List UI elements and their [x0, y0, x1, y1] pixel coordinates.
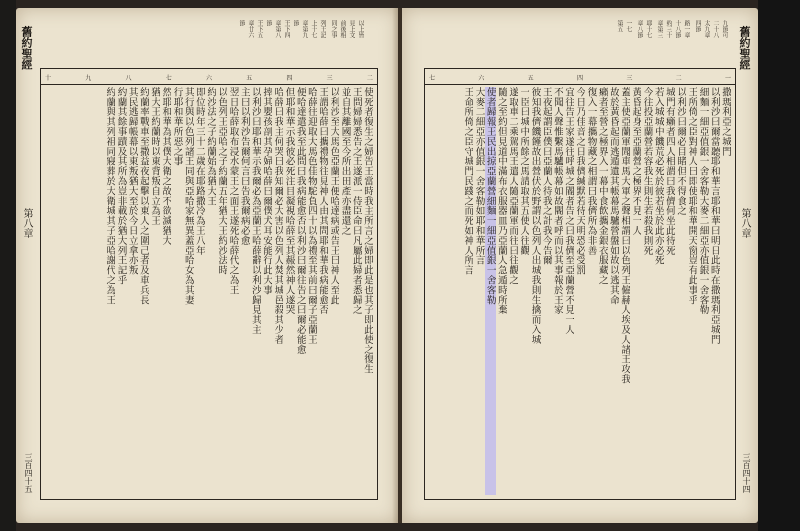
text-column: 其行與以色列諸王同與亞哈家無異蓋亞哈女為其妻: [182, 87, 194, 305]
text-column: 撒瑪利亞之城門: [720, 87, 731, 157]
marginal-note: 見上文: [348, 20, 355, 38]
text-column: 行耶和華所惡之事: [171, 87, 183, 167]
text-column: 以利沙至大馬色亞蘭王便哈達病或告王曰神人至此: [328, 87, 340, 305]
text-column: 哈薛曰我主何哭曰我知爾必大害以色列人焚其城邑殺其少者: [272, 87, 284, 345]
text-column: 黃昏起身至亞蘭營之極界不見一人: [630, 87, 642, 236]
marginal-note: 前後相: [339, 20, 346, 38]
text-column: 以利沙曰爾當聽耶和華言耶和華曰明日此時在撒瑪利亞城門: [708, 87, 720, 345]
left-book-title: 舊約聖經: [20, 26, 33, 70]
marginal-note: 耶十七: [645, 20, 652, 38]
marginal-note: 章第三: [656, 20, 663, 38]
text-column: 以利沙曰爾必目睹但不得食之: [675, 87, 687, 216]
text-column: 其民逃歸帳幕以東叛猶大至於今日立拿亦叛: [126, 87, 138, 276]
marginal-note: 第五: [616, 20, 623, 32]
text-column: 王所倚之臣對神人曰即使耶和華開天窗豈有此事乎: [686, 87, 698, 305]
left-chapter-label: 第八章: [21, 208, 32, 238]
verse-marker: 三: [326, 74, 333, 82]
marginal-note: 列王記: [319, 20, 326, 38]
text-column: 然耶和華為其僕大衛之故不欲滅猶大: [160, 87, 172, 246]
right-marginal-notes: [432, 20, 728, 64]
marginal-note: 章第九: [301, 20, 308, 38]
verse-marker: 二: [675, 74, 682, 82]
marginal-note: 以上皆: [357, 20, 364, 38]
right-chapter-label: 第八章: [739, 208, 750, 238]
right-text-columns: [443, 87, 731, 495]
marginal-note: 四節: [694, 20, 701, 32]
text-column: 城門有癩者四人相謂曰我儕何坐此待死: [663, 87, 675, 256]
text-column: 摔其嬰孩剖其孕婦哈薛曰爾僕犬耳安能行此大事: [261, 87, 273, 295]
text-column: 便哈達遣我至此問曰我病能愈否以利沙曰爾往告之曰爾必能愈: [294, 87, 306, 355]
left-page-header: [41, 70, 377, 85]
text-column: 癩者至營之極界入一幕中食飲攜金銀衣服藏之: [596, 87, 608, 285]
text-column: 蓋主使亞蘭軍聞車馬大軍之聲相謂曰以色列王僱赫人埃及人諸王攻我: [619, 87, 631, 384]
text-column: 隨之至約但見道中滿布衣服器皿乃亞蘭人急遁時所棄: [495, 87, 507, 315]
right-page-header: [425, 70, 735, 85]
marginal-note: 王下四: [283, 20, 290, 38]
text-column: 大麥二細亞亦值銀一舍客勒如耶和華所言: [473, 87, 485, 266]
marginal-note: 太九章: [703, 20, 710, 38]
marginal-note: 節: [265, 20, 272, 26]
marginal-note: 九節可: [721, 20, 728, 38]
text-column: 一臣曰城中所餘之馬請取其五使人往觀: [518, 87, 530, 256]
marginal-note: 上十七: [310, 20, 317, 38]
book-cover-edge-right: [758, 0, 800, 531]
text-column: 以利沙曰耶和華示我爾必為亞蘭王哈薛辭以利沙歸見其主: [249, 87, 261, 335]
verse-marker: 六: [205, 74, 212, 82]
marginal-note: 同之事: [330, 20, 337, 38]
text-column: 翌日哈薛取布浸水蒙王之面王遂死哈薛代之為王: [227, 87, 239, 295]
text-column: 王問婦婦悉告之王遂派一侍臣命曰凡屬此婦者悉歸之: [350, 87, 362, 315]
verse-marker: 八: [125, 74, 132, 82]
text-column: 約蘭率戰車至撒益夜起擊以東人之圍己者及車兵長: [137, 87, 149, 305]
text-column: 約蘭其餘事蹟及其所為豈非載於猶大列王記乎: [115, 87, 127, 285]
left-text-frame: [40, 68, 378, 500]
marginal-note: 章廿六: [247, 20, 254, 38]
marginal-note: 十八節: [674, 20, 681, 38]
text-column: 即位時年三十二歲在耶路撒冷為王八年: [193, 87, 205, 256]
marginal-note: 章八節: [636, 20, 643, 38]
book-cover-edge-left: [0, 0, 16, 531]
verse-marker: 十: [45, 74, 52, 82]
text-column: 以色列王亞哈之子約蘭五年猶大王約沙法時: [216, 87, 228, 276]
text-column: 遂取車二乘駕馬王遣人隨亞蘭軍而往曰往觀之: [507, 87, 519, 285]
verse-marker: 九: [85, 74, 92, 82]
right-page-number: 三百四十四: [742, 453, 751, 493]
text-column: 王謂哈薛曰攜禮物往見神人由其問耶和華我病能愈否: [317, 87, 329, 315]
text-column: 故於黃昏起而逃遁遺其帳幕馬驢營盤如故以逃其命: [607, 87, 619, 305]
text-column: 哈薛往迎取大馬色佳物駝負四十以為禮至其前曰爾子亞蘭王: [305, 87, 317, 345]
text-column: 使者歸報王民出掠亞蘭營細麵一細亞值銀一舍客勒: [485, 87, 496, 495]
text-column: 約沙法之子約蘭始為猶大王: [205, 87, 217, 206]
text-column: 今日乃佳音之日我儕緘默若待天明恐必受罰: [574, 87, 586, 276]
text-column: 約蘭與其列祖同寢葬於大衛城其子亞哈謝代之為王: [104, 87, 116, 305]
text-column: 但耶和華示我彼必死注目凝視哈薛至其赧然神人遂哭: [283, 87, 295, 315]
marginal-note: 王下五: [256, 20, 263, 38]
marginal-note: 約三十: [665, 20, 672, 38]
text-column: 今往投亞蘭營若容我生則生若殺我則死: [641, 87, 653, 256]
verse-marker: 一: [724, 74, 731, 82]
text-column: 主曰以利沙告爾何言曰告我爾病必愈: [238, 87, 250, 246]
marginal-note: 節: [292, 20, 299, 26]
marginal-note: 路一章: [683, 20, 690, 38]
verse-marker: 六: [478, 74, 485, 82]
text-column: 猶大王約蘭時以東背叛自立為王: [149, 87, 161, 226]
right-text-frame: [424, 68, 736, 500]
text-column: 彼知我儕饑饉故出營伏於野謂以色列人出城我則生擒而入城: [529, 87, 541, 345]
right-page: [402, 8, 758, 523]
verse-marker: 五: [527, 74, 534, 82]
text-column: 細麵一細亞值銀一舍客勒大麥二細亞亦值銀一舍客勒: [697, 87, 709, 315]
text-column: 復入一幕攜物藏之相謂曰我儕所為非善: [585, 87, 597, 256]
verse-marker: 七: [429, 74, 436, 82]
verse-marker: 五: [246, 74, 253, 82]
left-text-columns: [59, 87, 373, 495]
text-column: 不聞人聲惟繫馬驢帳幕如故閽者呼而以其事報於王家: [551, 87, 563, 315]
text-column: 使死者復生之婦告王當時我主所言之婦即此是也其子即此使之復生: [362, 87, 373, 375]
text-column: 宜往告王家遂往呼城之閽者告之曰我儕至亞蘭營不見一人: [563, 87, 575, 335]
text-column: 並自其離國至今所出田產亦盡還之: [339, 87, 351, 236]
verse-marker: 四: [576, 74, 583, 82]
verse-marker: 二: [366, 74, 373, 82]
right-book-title: 舊約聖經: [738, 26, 751, 70]
left-page: [16, 8, 398, 523]
left-page-number: 三百四十五: [24, 453, 33, 493]
text-column: 若入城城中饑荒必死於彼若坐於此亦必死: [652, 87, 664, 266]
marginal-note: 一七: [625, 20, 632, 32]
verse-marker: 四: [286, 74, 293, 82]
left-marginal-notes: [64, 20, 364, 64]
marginal-note: 節: [238, 20, 245, 26]
verse-marker: 七: [165, 74, 172, 82]
marginal-note: 章第八: [274, 20, 281, 38]
text-column: 王命所倚之臣守城門民踐之而死如神人所言: [462, 87, 474, 276]
verse-marker: 三: [626, 74, 633, 82]
marginal-note: 二十八: [712, 20, 719, 38]
text-column: 王夜起謂臣僕曰亞蘭人待我之計我今告爾: [540, 87, 552, 266]
